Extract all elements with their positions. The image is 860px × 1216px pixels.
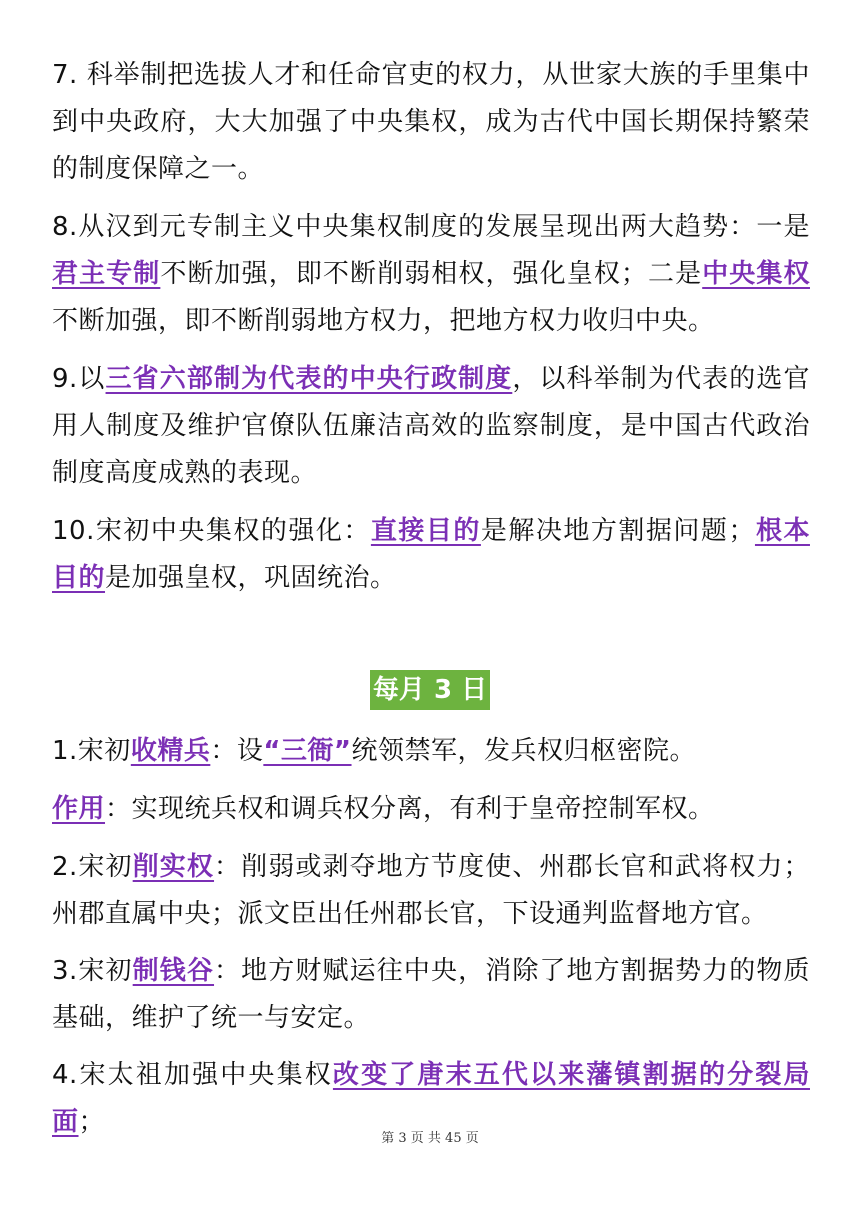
- item-1-effect-text: ：实现统兵权和调兵权分离，有利于皇帝控制军权。: [105, 794, 715, 824]
- paragraph-10: [52, 508, 810, 602]
- paragraph-9: [52, 356, 810, 497]
- highlight-genben-mudi: 根本目的: [52, 516, 810, 593]
- highlight-zhijie-mudi: 直接目的: [370, 516, 481, 546]
- item-3: [52, 948, 810, 1042]
- paragraph-9-text-2: ，以科举制为代表的选官用人制度及维护官僚队伍廉洁高效的监察制度，是中国古代政治制度高度成熟的表现。: [52, 364, 810, 488]
- item-4-text-1: 4.宋太祖加强中央集权: [52, 1060, 333, 1090]
- item-1: [52, 728, 810, 775]
- highlight-sansheng-liubu: 三省六部制为代表的中央行政制度: [105, 364, 513, 394]
- item-1-text-3: 统领禁军，发兵权归枢密院。: [351, 736, 697, 766]
- item-4-text-2: ；: [78, 1107, 106, 1137]
- item-3-text-2: ：地方财赋运往中央，消除了地方割据势力的物质基础，维护了统一与安定。: [52, 956, 810, 1033]
- highlight-zuoyong: 作用: [52, 794, 106, 824]
- paragraph-9-text-1: 9.以: [52, 364, 106, 394]
- item-1-effect: [52, 786, 810, 833]
- highlight-zhongyang-jiquan: 中央集权: [702, 259, 810, 289]
- highlight-shou-jingbing: 收精兵: [130, 736, 211, 766]
- highlight-san-ya: “三衙”: [263, 736, 352, 766]
- item-1-text-1: 1.宋初: [52, 736, 131, 766]
- paragraph-8-text-3: 不断加强，即不断削弱地方权力，把地方权力收归中央。: [52, 306, 715, 336]
- highlight-xue-shiquan: 削实权: [132, 852, 215, 882]
- item-1-text-2: ：设: [210, 736, 264, 766]
- paragraph-10-text-1: 10.宋初中央集权的强化：: [52, 516, 371, 546]
- highlight-gaibian-geju: 改变了唐末五代以来藩镇割据的分裂局面: [52, 1060, 810, 1137]
- paragraph-7-text: 7. 科举制把选拔人才和任命官吏的权力，从世家大族的手里集中到中央政府，大大加强了中央集权，成为古代中国长期保持繁荣的制度保障之一。: [52, 60, 810, 184]
- paragraph-8: [52, 204, 810, 345]
- paragraph-10-text-2: 是解决地方割据问题；: [480, 516, 755, 546]
- paragraph-10-text-3: 是加强皇权，巩固统治。: [105, 563, 397, 593]
- section-heading-day-3: 每月 3 日: [370, 670, 490, 710]
- item-2-text-1: 2.宋初: [52, 852, 133, 882]
- paragraph-8-text-2: 不断加强，即不断削弱相权，强化皇权；二是: [160, 259, 703, 289]
- item-2: [52, 844, 810, 938]
- paragraph-7: [52, 52, 810, 193]
- paragraph-8-text-1: 8.从汉到元专制主义中央集权制度的发展呈现出两大趋势：一是: [52, 212, 810, 242]
- page-footer: 第 3 页 共 45 页: [381, 1131, 479, 1146]
- item-2-text-2: ：削弱或剥夺地方节度使、州郡长官和武将权力；州郡直属中央；派文臣出任州郡长官，下设通判监督地方官。: [52, 852, 810, 929]
- item-3-text-1: 3.宋初: [52, 956, 133, 986]
- highlight-zhi-qiangu: 制钱谷: [132, 956, 215, 986]
- highlight-junzhu-zhuanzhi: 君主专制: [52, 259, 161, 289]
